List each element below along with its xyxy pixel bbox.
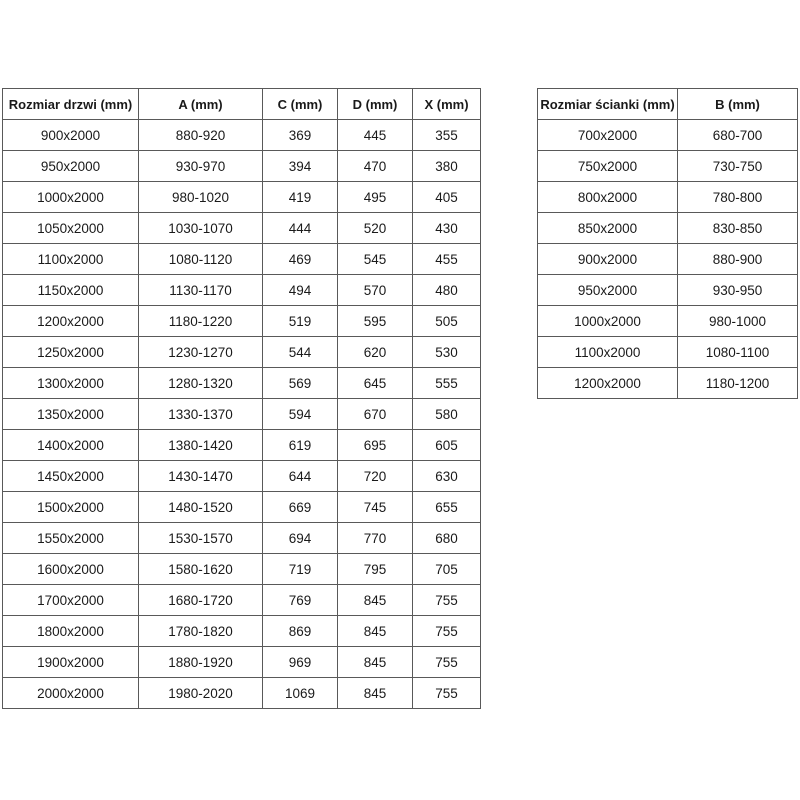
table-cell: 930-970 — [139, 151, 263, 182]
table-cell: 850x2000 — [538, 213, 678, 244]
table-cell: 1069 — [263, 678, 338, 709]
table-cell: 595 — [338, 306, 413, 337]
table-cell: 1330-1370 — [139, 399, 263, 430]
table-cell: 755 — [413, 616, 481, 647]
table-cell: 1980-2020 — [139, 678, 263, 709]
column-header: X (mm) — [413, 89, 481, 120]
table-cell: 455 — [413, 244, 481, 275]
table-row — [538, 213, 798, 244]
table-cell: 530 — [413, 337, 481, 368]
table-cell: 605 — [413, 430, 481, 461]
table-cell: 755 — [413, 585, 481, 616]
table-row — [538, 244, 798, 275]
table-cell: 405 — [413, 182, 481, 213]
table-row — [3, 244, 481, 275]
table-cell: 980-1020 — [139, 182, 263, 213]
table-cell: 720 — [338, 461, 413, 492]
table-cell: 1600x2000 — [3, 554, 139, 585]
table-cell: 570 — [338, 275, 413, 306]
door-table-body — [3, 120, 481, 709]
table-cell: 1000x2000 — [3, 182, 139, 213]
table-cell: 780-800 — [678, 182, 798, 213]
table-cell: 555 — [413, 368, 481, 399]
table-row — [3, 492, 481, 523]
table-row — [3, 213, 481, 244]
table-cell: 355 — [413, 120, 481, 151]
table-cell: 1780-1820 — [139, 616, 263, 647]
table-cell: 1350x2000 — [3, 399, 139, 430]
table-cell: 730-750 — [678, 151, 798, 182]
table-row — [3, 151, 481, 182]
table-cell: 369 — [263, 120, 338, 151]
table-cell: 680-700 — [678, 120, 798, 151]
table-cell: 1130-1170 — [139, 275, 263, 306]
door-table-header — [3, 89, 481, 120]
table-cell: 969 — [263, 647, 338, 678]
table-cell: 1050x2000 — [3, 213, 139, 244]
table-cell: 1200x2000 — [3, 306, 139, 337]
table-cell: 645 — [338, 368, 413, 399]
table-row — [3, 120, 481, 151]
table-cell: 520 — [338, 213, 413, 244]
table-row — [3, 616, 481, 647]
table-cell: 1500x2000 — [3, 492, 139, 523]
table-cell: 655 — [413, 492, 481, 523]
table-cell: 695 — [338, 430, 413, 461]
table-cell: 619 — [263, 430, 338, 461]
wall-size-table — [537, 88, 798, 399]
table-row — [3, 368, 481, 399]
column-header: A (mm) — [139, 89, 263, 120]
table-cell: 880-900 — [678, 244, 798, 275]
table-row — [3, 399, 481, 430]
table-row — [3, 337, 481, 368]
table-cell: 745 — [338, 492, 413, 523]
table-cell: 630 — [413, 461, 481, 492]
table-row — [3, 461, 481, 492]
table-cell: 419 — [263, 182, 338, 213]
table-row — [538, 151, 798, 182]
table-cell: 950x2000 — [538, 275, 678, 306]
table-cell: 980-1000 — [678, 306, 798, 337]
table-cell: 669 — [263, 492, 338, 523]
table-cell: 505 — [413, 306, 481, 337]
table-cell: 1250x2000 — [3, 337, 139, 368]
table-cell: 380 — [413, 151, 481, 182]
table-cell: 544 — [263, 337, 338, 368]
table-cell: 1080-1100 — [678, 337, 798, 368]
table-cell: 480 — [413, 275, 481, 306]
table-cell: 394 — [263, 151, 338, 182]
column-header: B (mm) — [678, 89, 798, 120]
table-cell: 869 — [263, 616, 338, 647]
table-cell: 2000x2000 — [3, 678, 139, 709]
table-cell: 950x2000 — [3, 151, 139, 182]
table-cell: 755 — [413, 678, 481, 709]
table-row — [538, 182, 798, 213]
column-header: Rozmiar drzwi (mm) — [3, 89, 139, 120]
table-cell: 680 — [413, 523, 481, 554]
table-cell: 1450x2000 — [3, 461, 139, 492]
table-cell: 1180-1200 — [678, 368, 798, 399]
table-cell: 1100x2000 — [3, 244, 139, 275]
table-cell: 800x2000 — [538, 182, 678, 213]
table-cell: 880-920 — [139, 120, 263, 151]
table-cell: 1300x2000 — [3, 368, 139, 399]
table-cell: 594 — [263, 399, 338, 430]
table-cell: 1430-1470 — [139, 461, 263, 492]
table-cell: 545 — [338, 244, 413, 275]
table-cell: 494 — [263, 275, 338, 306]
table-cell: 930-950 — [678, 275, 798, 306]
table-cell: 700x2000 — [538, 120, 678, 151]
table-row — [3, 275, 481, 306]
table-cell: 795 — [338, 554, 413, 585]
table-cell: 755 — [413, 647, 481, 678]
table-cell: 1280-1320 — [139, 368, 263, 399]
table-cell: 1580-1620 — [139, 554, 263, 585]
table-row — [538, 337, 798, 368]
table-cell: 1550x2000 — [3, 523, 139, 554]
table-cell: 1200x2000 — [538, 368, 678, 399]
table-cell: 900x2000 — [538, 244, 678, 275]
table-cell: 845 — [338, 616, 413, 647]
table-row — [3, 430, 481, 461]
table-cell: 1680-1720 — [139, 585, 263, 616]
table-cell: 580 — [413, 399, 481, 430]
table-cell: 670 — [338, 399, 413, 430]
table-row — [3, 523, 481, 554]
table-row — [538, 306, 798, 337]
table-cell: 1030-1070 — [139, 213, 263, 244]
table-cell: 750x2000 — [538, 151, 678, 182]
table-cell: 900x2000 — [3, 120, 139, 151]
table-row — [3, 182, 481, 213]
table-cell: 1400x2000 — [3, 430, 139, 461]
table-row — [3, 554, 481, 585]
table-cell: 430 — [413, 213, 481, 244]
table-row — [3, 678, 481, 709]
table-cell: 620 — [338, 337, 413, 368]
table-cell: 1480-1520 — [139, 492, 263, 523]
table-cell: 1800x2000 — [3, 616, 139, 647]
table-cell: 569 — [263, 368, 338, 399]
table-cell: 1700x2000 — [3, 585, 139, 616]
table-row — [538, 120, 798, 151]
door-size-table — [2, 88, 481, 709]
header-row — [538, 89, 798, 120]
table-cell: 770 — [338, 523, 413, 554]
column-header: C (mm) — [263, 89, 338, 120]
table-row — [3, 306, 481, 337]
wall-table-body — [538, 120, 798, 399]
table-cell: 1080-1120 — [139, 244, 263, 275]
table-cell: 469 — [263, 244, 338, 275]
table-cell: 444 — [263, 213, 338, 244]
table-cell: 769 — [263, 585, 338, 616]
table-cell: 1900x2000 — [3, 647, 139, 678]
table-cell: 1180-1220 — [139, 306, 263, 337]
table-cell: 845 — [338, 678, 413, 709]
header-row — [3, 89, 481, 120]
table-row — [3, 647, 481, 678]
table-cell: 719 — [263, 554, 338, 585]
column-header: Rozmiar ścianki (mm) — [538, 89, 678, 120]
table-cell: 830-850 — [678, 213, 798, 244]
table-cell: 1380-1420 — [139, 430, 263, 461]
table-cell: 845 — [338, 585, 413, 616]
table-row — [538, 368, 798, 399]
table-cell: 470 — [338, 151, 413, 182]
table-cell: 845 — [338, 647, 413, 678]
table-cell: 1880-1920 — [139, 647, 263, 678]
table-cell: 1530-1570 — [139, 523, 263, 554]
table-cell: 445 — [338, 120, 413, 151]
table-cell: 1150x2000 — [3, 275, 139, 306]
table-cell: 1000x2000 — [538, 306, 678, 337]
table-cell: 519 — [263, 306, 338, 337]
table-cell: 1230-1270 — [139, 337, 263, 368]
table-cell: 644 — [263, 461, 338, 492]
table-row — [3, 585, 481, 616]
table-row — [538, 275, 798, 306]
column-header: D (mm) — [338, 89, 413, 120]
wall-table-header — [538, 89, 798, 120]
table-cell: 694 — [263, 523, 338, 554]
table-cell: 495 — [338, 182, 413, 213]
table-cell: 705 — [413, 554, 481, 585]
table-cell: 1100x2000 — [538, 337, 678, 368]
